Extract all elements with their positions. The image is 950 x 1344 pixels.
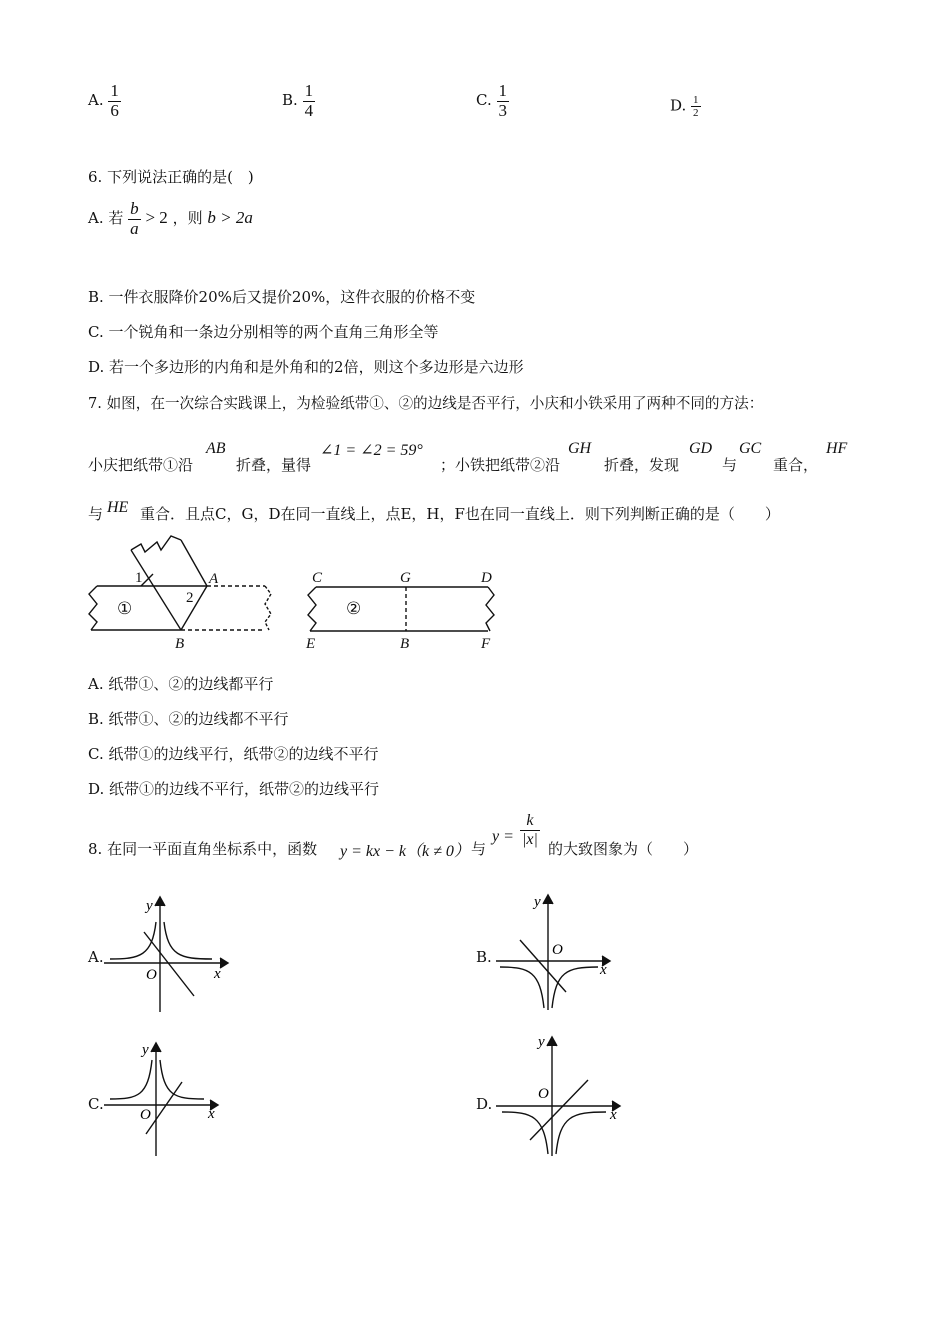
- text: 与: [88, 505, 104, 523]
- origin-label: O: [146, 967, 157, 983]
- label-b: B: [175, 636, 185, 652]
- option-letter: C.: [476, 91, 492, 110]
- label-b2: B: [400, 636, 410, 652]
- q8-graph-a[interactable]: [100, 892, 240, 1016]
- q8-graph-d[interactable]: [490, 1030, 630, 1158]
- math-he: HE: [107, 499, 129, 516]
- math-gh: GH: [568, 440, 592, 457]
- text: 折叠，发现: [604, 456, 680, 474]
- q6-option-b[interactable]: B. 一件衣服降价20%后又提价20%，这件衣服的价格不变: [88, 288, 476, 306]
- q8-option-d-letter[interactable]: D.: [476, 1095, 493, 1113]
- q6-option-c[interactable]: C. 一个锐角和一条边分别相等的两个直角三角形全等: [88, 323, 439, 341]
- curve-right: [556, 1112, 606, 1154]
- q7-stem-line2: [88, 440, 868, 480]
- q5-option-b[interactable]: [282, 82, 315, 120]
- folded-edge-top: [181, 540, 207, 586]
- fraction: $\frac{b}{a}$: [130, 199, 139, 238]
- q8-graph-b[interactable]: [490, 888, 620, 1012]
- axis-x-label: x: [610, 1107, 617, 1123]
- label-f: F: [481, 636, 491, 652]
- q8-option-c-letter[interactable]: C.: [88, 1095, 104, 1113]
- text: 8. 在同一平面直角坐标系中，函数: [88, 840, 318, 858]
- axis-y-label: y: [142, 1042, 149, 1058]
- option-text: ，则: [172, 209, 203, 228]
- q7-option-a[interactable]: A. 纸带①、②的边线都平行: [88, 675, 274, 693]
- curve-right: [552, 967, 598, 1008]
- q7-stem-line3: [88, 497, 868, 527]
- fraction: $\frac{1}{3}$: [498, 81, 507, 120]
- y-arrow-icon: [543, 895, 553, 904]
- inequality: b > 2a: [207, 208, 253, 228]
- band2-right-zigzag: [486, 587, 494, 631]
- label-c: C: [312, 570, 323, 586]
- q7-option-c[interactable]: C. 纸带①的边线平行，纸带②的边线不平行: [88, 745, 379, 763]
- fraction: $\frac{k}{|x|}$: [522, 812, 538, 848]
- math-hf: HF: [826, 440, 848, 457]
- text: 与: [722, 456, 738, 474]
- band2-left-zigzag: [308, 587, 316, 631]
- text: 的大致图象为（ ）: [548, 840, 699, 858]
- label-e: E: [306, 636, 316, 652]
- y-arrow-icon: [155, 897, 165, 906]
- label-1: 1: [135, 570, 143, 586]
- text: 小庆把纸带①沿: [88, 456, 194, 474]
- axis-x-label: x: [214, 966, 221, 982]
- q8-stem: [88, 810, 788, 870]
- curve-left: [110, 1060, 152, 1099]
- axis-y-label: y: [534, 894, 541, 910]
- text: 重合，: [773, 456, 819, 474]
- band-label-1: ①: [117, 599, 133, 618]
- option-text: A. 若: [88, 209, 124, 228]
- q7-option-b[interactable]: B. 纸带①、②的边线都不平行: [88, 710, 289, 728]
- q7-figure-band2: [300, 565, 505, 657]
- band-label-2: ②: [346, 599, 362, 618]
- curve-left: [110, 922, 156, 959]
- curve-left: [500, 967, 544, 1008]
- q6-option-a[interactable]: [88, 200, 253, 238]
- q6-option-d[interactable]: D. 若一个多边形的内角和是外角和的2倍，则这个多边形是六边形: [88, 358, 524, 376]
- origin-label: O: [140, 1107, 151, 1123]
- fraction: $\frac{1}{2}$: [693, 94, 699, 120]
- band1-right-zigzag: [265, 586, 271, 630]
- math-lhs: y =: [492, 828, 514, 845]
- label-2: 2: [186, 590, 194, 606]
- option-letter: B.: [282, 91, 298, 110]
- label-a: A: [209, 571, 219, 587]
- origin-label: O: [552, 942, 563, 958]
- folded-edge: [131, 550, 181, 630]
- text: 折叠，量得: [236, 456, 312, 474]
- y-arrow-icon: [151, 1043, 161, 1052]
- text: 重合．且点C，G，D在同一直线上，点E，H，F也在同一直线上．则下列判断正确的是（ ）: [140, 505, 780, 523]
- origin-label: O: [538, 1086, 549, 1102]
- option-letter: A.: [88, 91, 104, 110]
- q5-option-c[interactable]: [476, 82, 509, 120]
- q7-stem-line1: 7. 如图，在一次综合实践课上，为检验纸带①、②的边线是否平行，小庆和小铁采用了两种不同的方法：: [88, 395, 764, 412]
- text: 与: [471, 840, 487, 858]
- curve-right: [160, 1060, 204, 1099]
- fraction: $\frac{1}{4}$: [304, 81, 314, 120]
- x-arrow-icon: [220, 958, 228, 968]
- math-gc: GC: [739, 440, 762, 457]
- fold-line-ab: [181, 586, 207, 630]
- q7-figure-band1: [85, 530, 280, 655]
- q5-option-d[interactable]: [670, 94, 701, 119]
- line-graph: [146, 1082, 182, 1134]
- folded-zigzag: [131, 536, 181, 552]
- fraction: $\frac{1}{6}$: [110, 81, 119, 120]
- axis-y-label: y: [538, 1034, 545, 1050]
- axis-x-label: x: [600, 962, 607, 978]
- math-angle: ∠1 = ∠2 = 59°: [320, 442, 423, 459]
- curve-left: [502, 1112, 548, 1154]
- q5-option-a[interactable]: [88, 82, 121, 120]
- y-arrow-icon: [547, 1037, 557, 1046]
- math-linear: y = kx − k（k ≠ 0）: [340, 843, 470, 860]
- math-ab: AB: [206, 440, 226, 457]
- axis-x-label: x: [208, 1106, 215, 1122]
- text: ；小铁把纸带②沿: [440, 456, 561, 474]
- label-g: G: [400, 570, 411, 586]
- q8-graph-c[interactable]: [100, 1036, 230, 1160]
- curve-right: [164, 922, 212, 959]
- axis-y-label: y: [146, 898, 153, 914]
- q6-stem: 6. 下列说法正确的是( ): [88, 168, 254, 186]
- math-gd: GD: [689, 440, 713, 457]
- inequality: > 2: [145, 208, 168, 228]
- option-letter: D.: [670, 96, 687, 115]
- q7-option-d[interactable]: D. 纸带①的边线不平行，纸带②的边线平行: [88, 780, 380, 798]
- q8-option-b-letter[interactable]: B.: [476, 948, 492, 966]
- q8-option-a-letter[interactable]: A.: [88, 948, 104, 966]
- label-d: D: [481, 570, 492, 586]
- band1-left-zigzag: [89, 586, 97, 630]
